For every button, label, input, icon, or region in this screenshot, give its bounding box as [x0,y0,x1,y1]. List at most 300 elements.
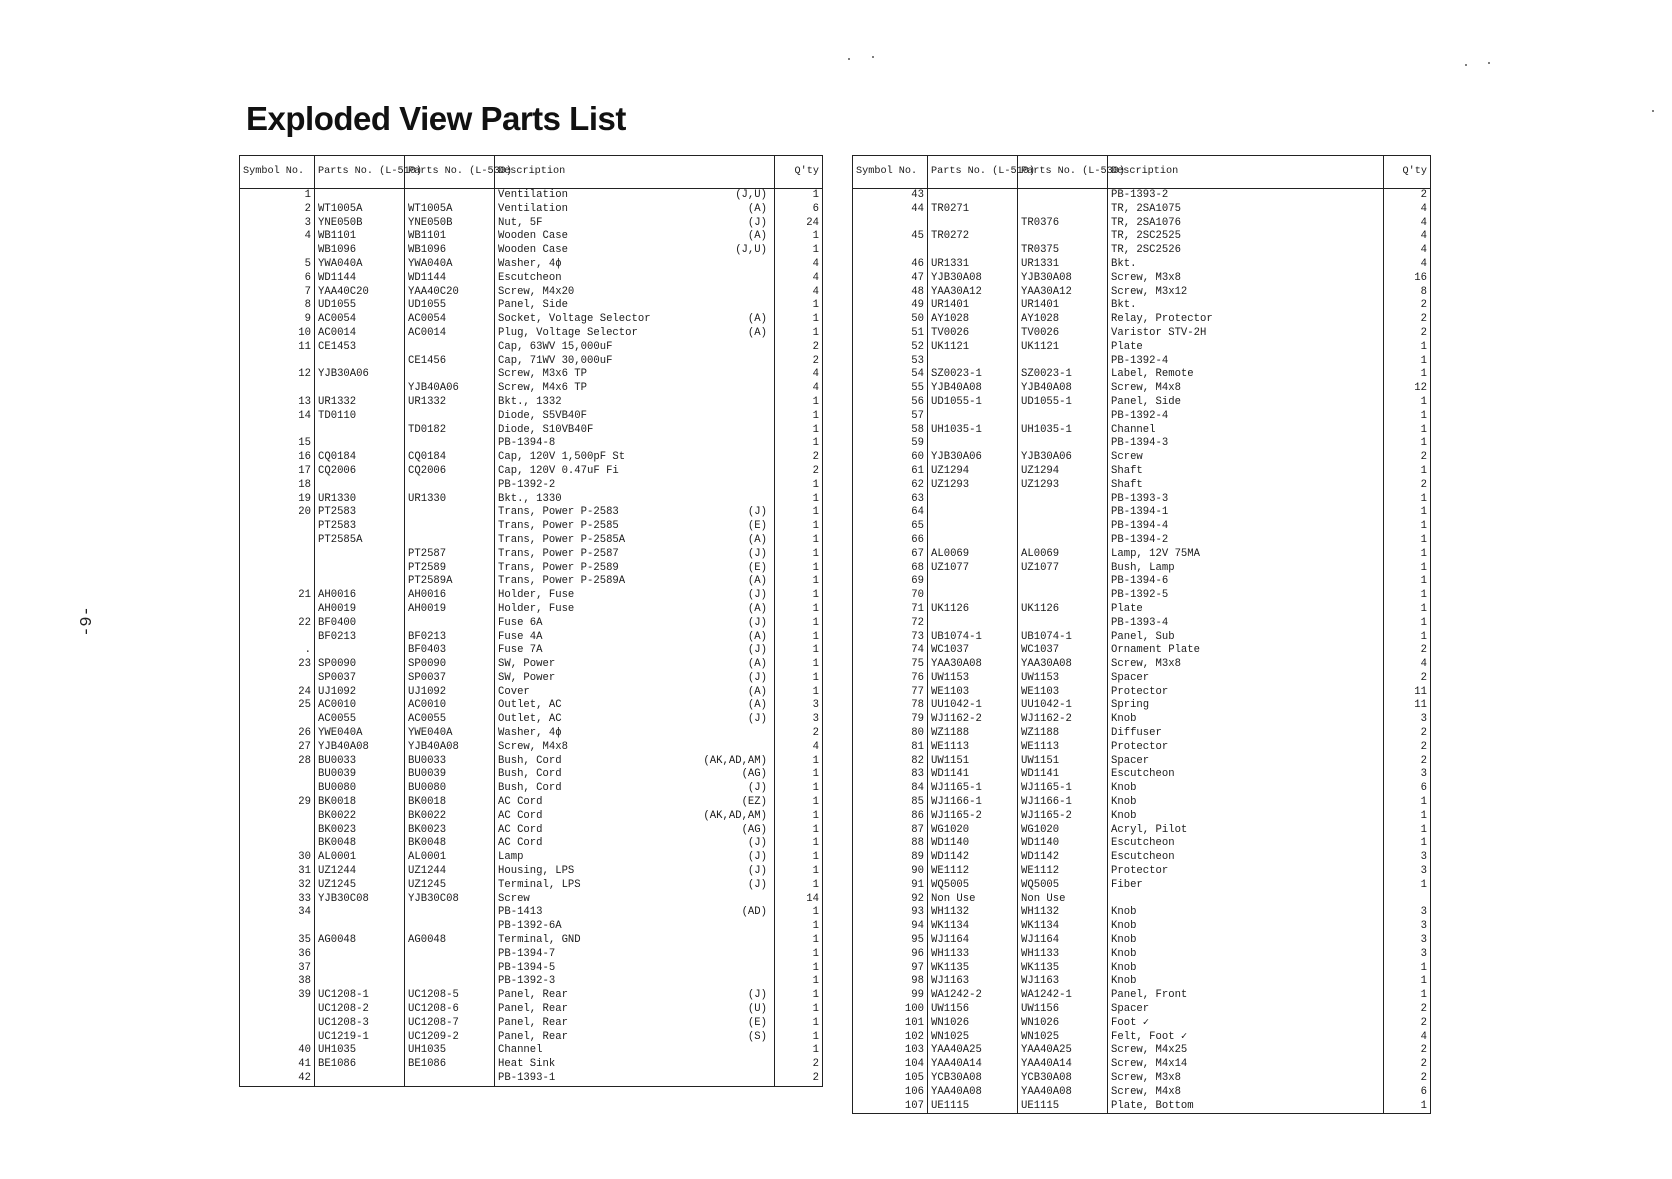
description-cell [495,755,775,769]
region-code: (J,U) [735,244,767,257]
symbol-cell: 60 [853,451,928,465]
part-no-l510-cell: PT2583 [315,506,405,520]
description-cell [495,837,775,851]
description-text: Escutcheon [1111,837,1175,850]
qty-cell: 2 [1384,299,1431,313]
symbol-cell: 103 [853,1044,928,1058]
part-no-l510-cell [928,575,1018,589]
part-no-l510-cell [315,920,405,934]
qty-cell [1384,893,1431,907]
table-row [853,879,1431,893]
symbol-cell: 27 [240,741,315,755]
part-no-l510-cell: WT1005A [315,203,405,217]
table-row [853,217,1431,231]
col-header-description: Description [1108,156,1384,189]
qty-cell: 1 [1384,493,1431,507]
description-cell [1108,768,1384,782]
table-row [240,258,823,272]
symbol-cell: 53 [853,355,928,369]
region-code: (J) [747,589,767,602]
qty-cell: 1 [1384,796,1431,810]
qty-cell: 3 [1384,948,1431,962]
qty-cell: 1 [1384,810,1431,824]
description-cell [1108,396,1384,410]
table-row [853,920,1431,934]
description-text: Bkt., 1330 [498,492,562,505]
part-no-l530-cell: PT2589 [405,562,495,576]
part-no-l530-cell: WJ1163 [1018,975,1108,989]
part-no-l510-cell: YJB40A08 [928,382,1018,396]
part-no-l530-cell: BK0018 [405,796,495,810]
part-no-l510-cell: BK0022 [315,810,405,824]
description-cell [495,1017,775,1031]
part-no-l530-cell: YAA40A08 [1018,1086,1108,1100]
symbol-cell: 95 [853,934,928,948]
table-row [240,782,823,796]
description-text: PB-1394-4 [1111,520,1169,533]
description-text: Knob [1111,920,1137,933]
part-no-l530-cell: WG1020 [1018,824,1108,838]
description-text: PB-1394-1 [1111,506,1169,519]
description-cell [1108,879,1384,893]
part-no-l510-cell: BF0213 [315,631,405,645]
description-text: Screw, M3x6 TP [498,368,588,381]
table-row [240,396,823,410]
qty-cell: 1 [775,837,823,851]
description-text: Escutcheon [1111,768,1175,781]
description-cell [1108,1017,1384,1031]
part-no-l510-cell [928,355,1018,369]
qty-cell: 3 [1384,934,1431,948]
qty-cell: 11 [1384,686,1431,700]
description-text: PB-1392-5 [1111,589,1169,602]
description-cell [1108,617,1384,631]
table-row [240,313,823,327]
symbol-cell: 35 [240,934,315,948]
description-cell [1108,479,1384,493]
description-cell [495,727,775,741]
description-text: Cap, 120V 1,500pF St [498,451,626,464]
symbol-cell: 62 [853,479,928,493]
region-code: (J) [747,671,767,684]
symbol-cell [240,1031,315,1045]
symbol-cell [240,355,315,369]
symbol-cell: 80 [853,727,928,741]
description-text: Panel, Sub [1111,630,1175,643]
part-no-l530-cell: BF0403 [405,644,495,658]
symbol-cell [240,382,315,396]
part-no-l510-cell [315,906,405,920]
symbol-cell: 19 [240,493,315,507]
part-no-l530-cell: TV0026 [1018,327,1108,341]
region-code: (EZ) [741,796,767,809]
description-cell [1108,299,1384,313]
table-row [853,589,1431,603]
part-no-l510-cell: CE1453 [315,341,405,355]
table-row [240,589,823,603]
table-row [853,562,1431,576]
region-code: (A) [747,313,767,326]
table-row [240,244,823,258]
part-no-l510-cell [928,410,1018,424]
region-code: (J) [747,616,767,629]
part-no-l530-cell [405,920,495,934]
symbol-cell: 28 [240,755,315,769]
qty-cell: 6 [775,203,823,217]
part-no-l510-cell: AH0016 [315,589,405,603]
description-cell [495,617,775,631]
part-no-l510-cell: SP0037 [315,672,405,686]
part-no-l530-cell: YCB30A08 [1018,1072,1108,1086]
description-cell [1108,506,1384,520]
table-row [240,562,823,576]
qty-cell: 4 [775,741,823,755]
part-no-l510-cell: YAA40C20 [315,286,405,300]
description-text: Knob [1111,947,1137,960]
qty-cell: 1 [775,493,823,507]
part-no-l530-cell [1018,617,1108,631]
part-no-l510-cell: WD1140 [928,837,1018,851]
symbol-cell: 52 [853,341,928,355]
description-text: Panel, Rear [498,1003,568,1016]
description-cell [1108,1058,1384,1072]
part-no-l510-cell: UZ1244 [315,865,405,879]
part-no-l510-cell: AC0055 [315,713,405,727]
qty-cell: 1 [775,617,823,631]
qty-cell: 4 [1384,230,1431,244]
description-text: Screw, M4x25 [1111,1044,1188,1057]
qty-cell: 2 [775,727,823,741]
description-cell [1108,1003,1384,1017]
description-text: SW, Power [498,658,556,671]
symbol-cell: 21 [240,589,315,603]
region-code [767,948,771,962]
symbol-cell: 22 [240,617,315,631]
table-row [853,189,1431,203]
description-text: Wooden Case [498,244,568,257]
symbol-cell [240,824,315,838]
col-header-l510: Parts No. (L-510) [928,156,1018,189]
description-text: Panel, Side [498,299,568,312]
description-text: PB-1392-3 [498,975,556,988]
symbol-cell: 74 [853,644,928,658]
part-no-l530-cell: UW1153 [1018,672,1108,686]
symbol-cell: 86 [853,810,928,824]
part-no-l530-cell: AC0054 [405,313,495,327]
qty-cell: 3 [775,713,823,727]
table-row [853,451,1431,465]
part-no-l510-cell: TD0110 [315,410,405,424]
qty-cell: 1 [775,810,823,824]
symbol-cell: 96 [853,948,928,962]
description-text: Socket, Voltage Selector [498,313,651,326]
table-row [853,686,1431,700]
table-row [853,699,1431,713]
table-row [240,948,823,962]
table-row [853,658,1431,672]
description-cell [1108,258,1384,272]
description-text: Knob [1111,961,1137,974]
symbol-cell [240,575,315,589]
part-no-l510-cell: WA1242-2 [928,989,1018,1003]
part-no-l510-cell: BU0080 [315,782,405,796]
part-no-l530-cell: WD1141 [1018,768,1108,782]
qty-cell: 1 [775,768,823,782]
region-code: (E) [747,561,767,574]
table-row [853,506,1431,520]
qty-cell: 1 [775,396,823,410]
qty-cell: 2 [1384,1003,1431,1017]
symbol-cell: 5 [240,258,315,272]
table-row [853,865,1431,879]
symbol-cell: 14 [240,410,315,424]
description-cell [1108,410,1384,424]
region-code: (J) [747,506,767,519]
table-row [853,203,1431,217]
table-row [853,782,1431,796]
table-row [240,1017,823,1031]
description-cell [495,368,775,382]
table-row [240,410,823,424]
qty-cell: 11 [1384,699,1431,713]
part-no-l510-cell [928,520,1018,534]
qty-cell: 1 [775,189,823,203]
part-no-l510-cell: TV0026 [928,327,1018,341]
col-header-l530: Parts No. (L-530) [405,156,495,189]
table-row [853,810,1431,824]
region-code: (J) [747,989,767,1002]
part-no-l530-cell [405,368,495,382]
description-text: Bkt. [1111,257,1137,270]
symbol-cell: 63 [853,493,928,507]
description-text: PB-1393-2 [1111,189,1169,201]
qty-cell: 1 [775,410,823,424]
description-text: Trans, Power P-2587 [498,547,619,560]
part-no-l510-cell: YJB30A08 [928,272,1018,286]
table-row [853,1058,1431,1072]
description-cell [495,1031,775,1045]
description-text: Bkt. [1111,299,1137,312]
description-cell [495,934,775,948]
table-row [853,286,1431,300]
part-no-l530-cell [1018,493,1108,507]
part-no-l530-cell: YNE050B [405,217,495,231]
table-row [853,396,1431,410]
part-no-l510-cell: YCB30A08 [928,1072,1018,1086]
qty-cell: 2 [775,1072,823,1086]
qty-cell: 2 [775,1058,823,1072]
region-code: (A) [747,685,767,698]
description-text: PB-1392-4 [1111,354,1169,367]
table-row [240,713,823,727]
description-text: Escutcheon [498,271,562,284]
table-row [240,658,823,672]
table-row [853,1100,1431,1114]
description-text: Screw, M4x8 [1111,382,1181,395]
description-text: Lamp, 12V 75MA [1111,547,1201,560]
description-text: Screw, M4x6 TP [498,382,588,395]
symbol-cell: 1 [240,189,315,203]
symbol-cell: 81 [853,741,928,755]
symbol-cell: 67 [853,548,928,562]
part-no-l510-cell: AH0019 [315,603,405,617]
symbol-cell: 59 [853,437,928,451]
region-code: (J) [747,782,767,795]
description-cell [1108,851,1384,865]
table-row [240,382,823,396]
part-no-l510-cell: UK1126 [928,603,1018,617]
qty-cell: 3 [1384,713,1431,727]
region-code: (A) [747,699,767,712]
symbol-cell: 57 [853,410,928,424]
table-header-row [853,156,1431,189]
description-text: Panel, Side [1111,395,1181,408]
symbol-cell: 45 [853,230,928,244]
description-text: Terminal, LPS [498,878,581,891]
part-no-l530-cell: YWE040A [405,727,495,741]
region-code: (S) [747,1030,767,1043]
table-row [240,548,823,562]
table-row [853,824,1431,838]
symbol-cell: 36 [240,948,315,962]
description-cell [1108,810,1384,824]
description-text: Diode, S10VB40F [498,423,594,436]
symbol-cell: 66 [853,534,928,548]
description-text: Knob [1111,975,1137,988]
part-no-l510-cell: WE1112 [928,865,1018,879]
table-row [240,768,823,782]
part-no-l510-cell: WG1020 [928,824,1018,838]
description-text: AC Cord [498,796,543,809]
qty-cell: 24 [775,217,823,231]
part-no-l530-cell: UW1151 [1018,755,1108,769]
region-code [767,1072,771,1086]
part-no-l530-cell: AG0048 [405,934,495,948]
symbol-cell [240,713,315,727]
part-no-l510-cell: WJ1166-1 [928,796,1018,810]
part-no-l530-cell [1018,437,1108,451]
table-row [853,1003,1431,1017]
part-no-l510-cell: YNE050B [315,217,405,231]
description-text: Nut, 5F [498,216,543,229]
description-text: PB-1394-6 [1111,575,1169,588]
symbol-cell: 29 [240,796,315,810]
description-text: Channel [498,1044,543,1057]
symbol-cell: 32 [240,879,315,893]
description-cell [1108,893,1384,907]
description-cell [495,479,775,493]
description-cell [495,962,775,976]
table-row [240,506,823,520]
part-no-l510-cell: YAA40A25 [928,1044,1018,1058]
qty-cell: 1 [775,327,823,341]
symbol-cell [240,1017,315,1031]
qty-cell: 1 [1384,879,1431,893]
part-no-l510-cell [315,424,405,438]
description-cell [495,865,775,879]
qty-cell: 1 [775,1031,823,1045]
symbol-cell: 94 [853,920,928,934]
symbol-cell: 92 [853,893,928,907]
table-row [853,893,1431,907]
table-row [240,1044,823,1058]
symbol-cell: 87 [853,824,928,838]
part-no-l530-cell [405,1072,495,1086]
part-no-l530-cell [1018,575,1108,589]
table-row [240,203,823,217]
description-cell [495,741,775,755]
table-row [853,741,1431,755]
description-text: SW, Power [498,671,556,684]
part-no-l510-cell: UW1151 [928,755,1018,769]
qty-cell: 1 [1384,437,1431,451]
description-cell [495,189,775,203]
part-no-l530-cell: WJ1164 [1018,934,1108,948]
description-text: Outlet, AC [498,699,562,712]
region-code: (AG) [741,823,767,836]
description-text: Spring [1111,699,1150,712]
table-row [240,934,823,948]
part-no-l530-cell: UZ1077 [1018,562,1108,576]
description-cell [495,520,775,534]
symbol-cell [853,244,928,258]
description-text: Screw, M4x14 [1111,1058,1188,1071]
description-text: Trans, Power P-2583 [498,506,619,519]
region-code: (J,U) [735,189,767,201]
qty-cell: 3 [1384,906,1431,920]
region-code [767,975,771,989]
qty-cell: 2 [775,465,823,479]
symbol-cell: 101 [853,1017,928,1031]
qty-cell: 6 [1384,1086,1431,1100]
table-row [240,355,823,369]
region-code [767,382,771,396]
part-no-l530-cell: PT2587 [405,548,495,562]
table-row [240,865,823,879]
description-text: Plug, Voltage Selector [498,326,638,339]
description-text: Bush, Cord [498,754,562,767]
region-code [767,299,771,313]
col-header-qty: Q'ty [775,156,823,189]
symbol-cell [240,548,315,562]
table-row [240,230,823,244]
symbol-cell: 75 [853,658,928,672]
part-no-l530-cell: BK0048 [405,837,495,851]
description-text: Bush, Lamp [1111,561,1175,574]
symbol-cell: 70 [853,589,928,603]
part-no-l530-cell [1018,189,1108,203]
region-code: (E) [747,520,767,533]
region-code: (J) [747,547,767,560]
symbol-cell: 47 [853,272,928,286]
symbol-cell: 17 [240,465,315,479]
description-cell [495,920,775,934]
symbol-cell [853,217,928,231]
symbol-cell: 58 [853,424,928,438]
part-no-l510-cell: UU1042-1 [928,699,1018,713]
part-no-l530-cell: SP0037 [405,672,495,686]
part-no-l530-cell: UD1055-1 [1018,396,1108,410]
part-no-l510-cell: UD1055 [315,299,405,313]
part-no-l510-cell: UZ1245 [315,879,405,893]
part-no-l510-cell: UR1332 [315,396,405,410]
description-cell [1108,796,1384,810]
qty-cell: 4 [1384,658,1431,672]
symbol-cell: 98 [853,975,928,989]
part-no-l510-cell: WD1141 [928,768,1018,782]
qty-cell: 1 [1384,520,1431,534]
part-no-l530-cell: WN1026 [1018,1017,1108,1031]
